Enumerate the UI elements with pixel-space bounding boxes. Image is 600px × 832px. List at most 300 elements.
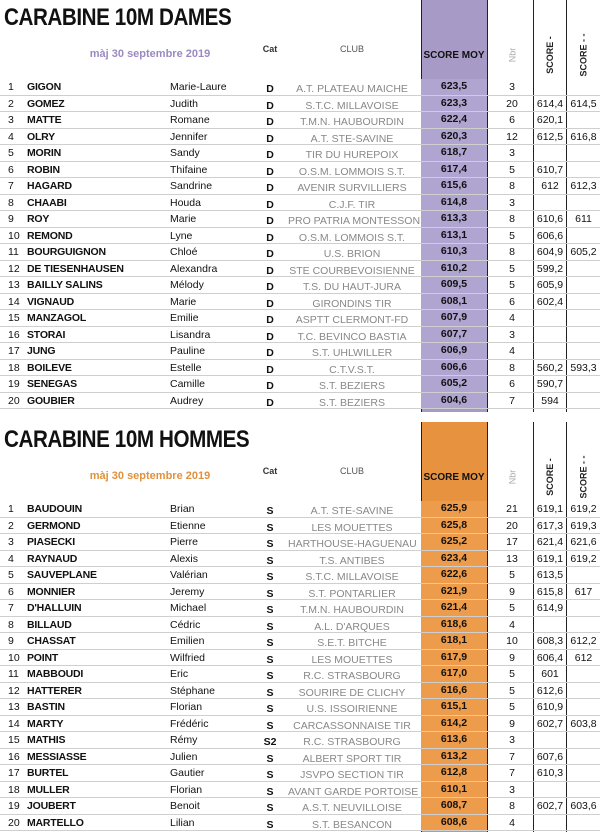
club-cell: C.T.V.S.T. <box>329 363 375 376</box>
nbr-cell: 5 <box>509 701 515 713</box>
score-1-cell: 613,5 <box>536 569 564 581</box>
table-row <box>0 765 600 782</box>
last-name-cell: POINT <box>27 651 59 664</box>
first-name-cell: Lisandra <box>170 328 211 341</box>
nbr-cell: 4 <box>509 816 515 829</box>
score-1-cell: 617,3 <box>536 519 564 532</box>
last-name-cell: OLRY <box>27 130 55 143</box>
score-1-cell: 604,9 <box>536 246 564 258</box>
nbr-cell: 10 <box>506 635 518 647</box>
table-row <box>0 650 600 667</box>
score-avg-cell: 625,9 <box>421 501 487 517</box>
score-2-cell: 621,6 <box>570 536 597 548</box>
table-row <box>0 96 600 113</box>
rank-cell: 15 <box>8 312 20 324</box>
first-name-cell: Florian <box>170 783 203 796</box>
first-name-cell: Brian <box>170 503 195 515</box>
rank-cell: 17 <box>8 767 20 779</box>
score-avg-cell: 617,0 <box>421 666 487 682</box>
category-cell: S <box>266 538 274 550</box>
table-row <box>0 782 600 799</box>
update-date: màj 30 septembre 2019 <box>89 470 211 482</box>
category-cell: D <box>266 314 274 326</box>
score-1-cell: 612 <box>541 180 559 192</box>
rank-cell: 10 <box>8 229 20 242</box>
last-name-cell: DE TIESENHAUSEN <box>27 262 124 275</box>
score-1-cell: 606,4 <box>536 651 564 664</box>
category-cell: S <box>266 620 274 633</box>
category-cell: D <box>266 396 274 409</box>
club-cell: STE COURBEVOISIENNE <box>289 264 415 277</box>
nbr-cell: 3 <box>509 196 515 209</box>
score-2-cell: 616,8 <box>570 130 597 143</box>
category-cell: D <box>266 116 274 128</box>
first-name-cell: Estelle <box>170 361 202 374</box>
club-cell: S.T. BESANCON <box>312 818 392 831</box>
last-name-cell: D'HALLUIN <box>27 602 82 614</box>
score-1-cell: 612,5 <box>536 130 564 143</box>
rank-cell: 5 <box>8 147 14 159</box>
club-cell: A.T. STE-SAVINE <box>310 505 394 517</box>
score-avg-cell: 608,7 <box>421 798 487 814</box>
first-name-cell: Eric <box>170 668 189 680</box>
rank-cell: 14 <box>8 717 20 730</box>
first-name-cell: Etienne <box>170 519 206 532</box>
club-cell: O.S.M. LOMMOIS S.T. <box>298 165 406 178</box>
rank-cell: 10 <box>8 651 20 664</box>
score-1-cell: 601 <box>541 668 559 680</box>
category-cell: D <box>266 198 274 211</box>
score-1-cell: 590,7 <box>536 378 564 390</box>
first-name-cell: Marie <box>170 295 197 308</box>
club-cell: S.T.C. MILLAVOISE <box>305 99 399 112</box>
nbr-cell: 3 <box>509 783 515 796</box>
nbr-cell: 3 <box>509 147 515 159</box>
last-name-cell: BURTEL <box>27 767 69 779</box>
club-cell: TIR DU HUREPOIX <box>305 149 399 161</box>
category-cell: S <box>266 719 274 732</box>
table-row <box>0 112 600 129</box>
rank-cell: 9 <box>8 635 14 647</box>
first-name-cell: Alexandra <box>170 262 218 275</box>
nbr-cell: 8 <box>509 800 515 812</box>
table-row <box>0 534 600 551</box>
rank-cell: 14 <box>8 295 20 308</box>
nbr-cell: 7 <box>509 767 515 779</box>
score-avg-cell: 623,5 <box>421 79 487 95</box>
category-cell: S <box>266 769 274 781</box>
score-avg-cell: 613,6 <box>421 732 487 748</box>
first-name-cell: Judith <box>170 97 199 110</box>
table-row <box>0 666 600 683</box>
table-row <box>0 716 600 733</box>
category-cell: S <box>266 670 274 682</box>
last-name-cell: JOUBERT <box>27 800 76 812</box>
last-name-cell: BAUDOUIN <box>27 503 82 515</box>
rank-cell: 2 <box>8 97 14 110</box>
club-cell: T.M.N. HAUBOURDIN <box>300 116 404 128</box>
first-name-cell: Chloé <box>170 246 198 258</box>
rank-cell: 6 <box>8 585 14 598</box>
first-name-cell: Marie-Laure <box>170 81 227 93</box>
nbr-cell: 3 <box>509 328 515 341</box>
last-name-cell: BOURGUIGNON <box>27 246 106 258</box>
category-cell: D <box>266 132 274 145</box>
club-cell: T.S. DU HAUT-JURA <box>302 281 401 293</box>
section-title: CARABINE 10M HOMMES <box>4 426 250 453</box>
score-avg-cell: 613,1 <box>421 228 487 244</box>
score-1-cell: 605,9 <box>536 279 564 291</box>
hommes-section <box>0 422 600 832</box>
score-2-cell: 603,8 <box>570 717 597 730</box>
table-row <box>0 699 600 716</box>
table-row <box>0 393 600 410</box>
score-2-cell: 605,2 <box>570 246 597 258</box>
rank-cell: 20 <box>8 394 20 407</box>
first-name-cell: Rémy <box>170 734 198 746</box>
club-cell: A.T. STE-SAVINE <box>310 132 394 145</box>
club-cell: U.S. ISSOIRIENNE <box>306 703 398 715</box>
first-name-cell: Pierre <box>170 536 199 548</box>
rank-cell: 1 <box>8 81 14 93</box>
last-name-cell: SENEGAS <box>27 378 77 390</box>
table-row <box>0 277 600 294</box>
club-cell: S.T. PONTARLIER <box>308 587 396 600</box>
header-club: CLUB <box>339 44 364 54</box>
rank-cell: 20 <box>8 816 20 829</box>
first-name-cell: Sandy <box>170 147 200 159</box>
table-row <box>0 749 600 766</box>
score-1-cell: 621,4 <box>536 536 564 548</box>
category-cell: S <box>266 505 274 517</box>
nbr-cell: 4 <box>509 618 515 631</box>
first-name-cell: Pauline <box>170 345 206 357</box>
header-score-2: SCORE - - <box>578 455 589 499</box>
last-name-cell: MULLER <box>27 783 70 796</box>
score-2-cell: 603,6 <box>570 800 597 812</box>
rank-cell: 7 <box>8 602 14 614</box>
last-name-cell: MANZAGOL <box>27 312 87 324</box>
header-score-1: SCORE - <box>545 458 556 496</box>
club-cell: JSVPO SECTION TIR <box>300 769 404 781</box>
first-name-cell: Sandrine <box>170 180 213 192</box>
score-avg-cell: 614,8 <box>421 195 487 211</box>
score-avg-cell: 617,9 <box>421 650 487 666</box>
category-cell: S <box>266 686 274 699</box>
rank-cell: 3 <box>8 114 14 126</box>
rank-cell: 8 <box>8 196 14 209</box>
score-2-cell: 614,5 <box>570 97 597 110</box>
table-row <box>0 294 600 311</box>
nbr-cell: 20 <box>506 97 518 110</box>
category-cell: S <box>266 587 274 600</box>
table-row <box>0 732 600 749</box>
score-1-cell: 610,9 <box>536 701 564 713</box>
category-cell: S <box>266 571 274 583</box>
score-1-cell: 614,9 <box>536 602 564 614</box>
score-avg-cell: 608,1 <box>421 294 487 310</box>
last-name-cell: SAUVEPLANE <box>27 569 97 581</box>
last-name-cell: HATTERER <box>27 684 82 697</box>
club-cell: T.S. ANTIBES <box>319 554 385 567</box>
header-score: SCORE MOY <box>423 50 485 61</box>
category-cell: S <box>266 521 274 534</box>
score-avg-cell: 606,6 <box>421 360 487 376</box>
score-avg-cell: 607,9 <box>421 310 487 326</box>
nbr-cell: 5 <box>509 279 515 291</box>
last-name-cell: GOUBIER <box>27 394 75 407</box>
last-name-cell: PIASECKI <box>27 536 75 548</box>
category-cell: D <box>266 182 274 194</box>
first-name-cell: Benoit <box>170 800 200 812</box>
category-cell: D <box>266 165 274 178</box>
nbr-cell: 9 <box>509 651 515 664</box>
first-name-cell: Emilien <box>170 635 205 647</box>
nbr-cell: 9 <box>509 585 515 598</box>
rank-cell: 19 <box>8 378 20 390</box>
nbr-cell: 7 <box>509 750 515 763</box>
rank-cell: 19 <box>8 800 20 812</box>
category-cell: S <box>266 653 274 666</box>
section-title: CARABINE 10M DAMES <box>4 4 232 31</box>
club-cell: U.S. BRION <box>323 248 381 260</box>
last-name-cell: CHASSAT <box>27 635 76 647</box>
nbr-cell: 5 <box>509 163 515 176</box>
club-cell: S.T. BEZIERS <box>319 380 385 392</box>
score-2-cell: 612 <box>574 651 593 664</box>
table-row <box>0 129 600 146</box>
rank-cell: 1 <box>8 503 14 515</box>
last-name-cell: MARTELLO <box>27 816 84 829</box>
nbr-cell: 4 <box>509 312 515 324</box>
last-name-cell: CHAABI <box>27 196 67 209</box>
first-name-cell: Audrey <box>170 394 204 407</box>
category-cell: D <box>266 297 274 310</box>
score-avg-cell: 618,1 <box>421 633 487 649</box>
first-name-cell: Valérian <box>170 569 208 581</box>
score-2-cell: 619,2 <box>570 503 597 515</box>
club-cell: ALBERT SPORT TIR <box>302 752 402 765</box>
score-1-cell: 606,6 <box>536 229 564 242</box>
first-name-cell: Thifaine <box>170 163 208 176</box>
nbr-cell: 21 <box>506 503 518 515</box>
score-1-cell: 608,3 <box>536 635 564 647</box>
score-1-cell: 610,6 <box>536 213 564 225</box>
club-cell: LES MOUETTES <box>311 521 393 534</box>
category-cell: S <box>266 703 274 715</box>
table-row <box>0 584 600 601</box>
score-1-cell: 620,1 <box>536 114 564 126</box>
last-name-cell: GERMOND <box>27 519 81 532</box>
club-cell: S.T.C. MILLAVOISE <box>305 571 399 583</box>
score-avg-cell: 621,9 <box>421 584 487 600</box>
table-row <box>0 360 600 377</box>
last-name-cell: MARTY <box>27 717 64 730</box>
last-name-cell: MORIN <box>27 147 61 159</box>
last-name-cell: GOMEZ <box>27 97 65 110</box>
score-avg-cell: 606,9 <box>421 343 487 359</box>
nbr-cell: 20 <box>506 519 518 532</box>
table-row <box>0 211 600 228</box>
score-1-cell: 610,7 <box>536 163 564 176</box>
last-name-cell: HAGARD <box>27 180 72 192</box>
table-row <box>0 501 600 518</box>
score-1-cell: 602,7 <box>536 717 564 730</box>
score-avg-cell: 625,2 <box>421 534 487 550</box>
club-cell: A.T. PLATEAU MAICHE <box>296 83 408 95</box>
table-row <box>0 178 600 195</box>
score-1-cell: 594 <box>541 394 559 407</box>
rank-cell: 13 <box>8 701 20 713</box>
header-nbr: Nbr <box>506 47 517 63</box>
nbr-cell: 6 <box>509 378 515 390</box>
last-name-cell: MABBOUDI <box>27 668 84 680</box>
score-avg-cell: 609,5 <box>421 277 487 293</box>
score-avg-cell: 613,2 <box>421 749 487 765</box>
category-cell: D <box>266 248 274 260</box>
nbr-cell: 5 <box>509 569 515 581</box>
score-avg-cell: 605,2 <box>421 376 487 392</box>
table-row <box>0 567 600 584</box>
nbr-cell: 8 <box>509 180 515 192</box>
table-row <box>0 79 600 96</box>
nbr-cell: 6 <box>509 295 515 308</box>
table-row <box>0 798 600 815</box>
table-row <box>0 633 600 650</box>
club-cell: T.C. BEVINCO BASTIA <box>297 330 407 343</box>
last-name-cell: MATTE <box>27 114 62 126</box>
score-avg-cell: 610,3 <box>421 244 487 260</box>
score-1-cell: 599,2 <box>536 262 564 275</box>
score-2-cell: 611 <box>575 213 592 225</box>
last-name-cell: BOILEVE <box>27 361 72 374</box>
club-cell: PRO PATRIA MONTESSON <box>288 215 421 227</box>
nbr-cell: 12 <box>506 130 518 143</box>
header-nbr: Nbr <box>506 469 517 485</box>
rank-cell: 17 <box>8 345 20 357</box>
first-name-cell: Frédéric <box>170 717 209 730</box>
score-1-cell: 619,1 <box>536 503 564 515</box>
first-name-cell: Stéphane <box>170 684 215 697</box>
table-row <box>0 310 600 327</box>
score-2-cell: 619,2 <box>570 552 597 565</box>
table-row <box>0 162 600 179</box>
table-row <box>0 600 600 617</box>
category-cell: S <box>266 818 274 831</box>
score-avg-cell: 615,1 <box>421 699 487 715</box>
category-cell: S <box>266 604 274 616</box>
first-name-cell: Jeremy <box>170 585 205 598</box>
score-avg-cell: 616,6 <box>421 683 487 699</box>
rank-cell: 18 <box>8 361 20 374</box>
score-avg-cell: 625,8 <box>421 518 487 534</box>
table-row <box>0 343 600 360</box>
club-cell: S.T. UHLWILLER <box>311 347 393 359</box>
score-1-cell: 614,4 <box>536 97 564 110</box>
table-row <box>0 327 600 344</box>
nbr-cell: 8 <box>509 361 515 374</box>
last-name-cell: REMOND <box>27 229 73 242</box>
category-cell: D <box>266 363 274 376</box>
nbr-cell: 13 <box>506 552 518 565</box>
last-name-cell: ROBIN <box>27 163 60 176</box>
category-cell: S2 <box>263 736 277 748</box>
nbr-cell: 17 <box>506 536 518 548</box>
nbr-cell: 8 <box>509 246 515 258</box>
score-1-cell: 607,6 <box>536 750 564 763</box>
first-name-cell: Wilfried <box>170 651 206 664</box>
last-name-cell: ROY <box>27 213 50 225</box>
first-name-cell: Michael <box>170 602 207 614</box>
header-cat: Cat <box>262 44 278 54</box>
category-cell: D <box>266 231 274 244</box>
nbr-cell: 8 <box>509 213 515 225</box>
score-avg-cell: 623,4 <box>421 551 487 567</box>
last-name-cell: BILLAUD <box>27 618 72 631</box>
first-name-cell: Mélody <box>170 279 204 291</box>
score-1-cell: 610,3 <box>536 767 564 779</box>
nbr-cell: 5 <box>509 684 515 697</box>
rank-cell: 13 <box>8 279 20 291</box>
last-name-cell: RAYNAUD <box>27 552 78 565</box>
club-cell: A.L. D'ARQUES <box>314 620 390 633</box>
rank-cell: 18 <box>8 783 20 796</box>
score-avg-cell: 612,8 <box>421 765 487 781</box>
first-name-cell: Cédric <box>170 618 201 631</box>
first-name-cell: Florian <box>170 701 203 713</box>
last-name-cell: JUNG <box>27 345 56 357</box>
last-name-cell: GIGON <box>27 81 62 93</box>
category-cell: D <box>266 347 274 359</box>
table-row <box>0 195 600 212</box>
score-1-cell: 602,7 <box>536 800 564 812</box>
table-row <box>0 815 600 832</box>
score-avg-cell: 607,7 <box>421 327 487 343</box>
club-cell: SOURIRE DE CLICHY <box>298 686 406 699</box>
score-avg-cell: 622,6 <box>421 567 487 583</box>
first-name-cell: Gautier <box>170 767 205 779</box>
table-row <box>0 228 600 245</box>
dames-section <box>0 0 600 412</box>
last-name-cell: MONNIER <box>27 585 76 598</box>
score-avg-cell: 610,2 <box>421 261 487 277</box>
nbr-cell: 7 <box>509 394 515 407</box>
category-cell: D <box>266 380 274 392</box>
rank-cell: 11 <box>8 246 19 258</box>
club-cell: AVANT GARDE PORTOISE <box>288 785 419 798</box>
update-date: màj 30 septembre 2019 <box>89 48 211 60</box>
rank-cell: 4 <box>8 130 14 143</box>
rank-cell: 8 <box>8 618 14 631</box>
score-2-cell: 612,3 <box>570 180 597 192</box>
score-1-cell: 602,4 <box>536 295 564 308</box>
category-cell: D <box>266 83 274 95</box>
first-name-cell: Lyne <box>170 229 193 242</box>
category-cell: D <box>266 149 274 161</box>
category-cell: S <box>266 554 274 567</box>
score-avg-cell: 615,6 <box>421 178 487 194</box>
club-cell: O.S.M. LOMMOIS S.T. <box>298 231 406 244</box>
nbr-cell: 5 <box>509 668 515 680</box>
nbr-cell: 3 <box>509 734 515 746</box>
score-avg-cell: 623,3 <box>421 96 487 112</box>
header-score-2: SCORE - - <box>578 33 589 77</box>
category-cell: D <box>266 215 274 227</box>
table-row <box>0 551 600 568</box>
header-score-1: SCORE - <box>545 36 556 74</box>
score-avg-cell: 621,4 <box>421 600 487 616</box>
last-name-cell: MATHIS <box>27 734 66 746</box>
